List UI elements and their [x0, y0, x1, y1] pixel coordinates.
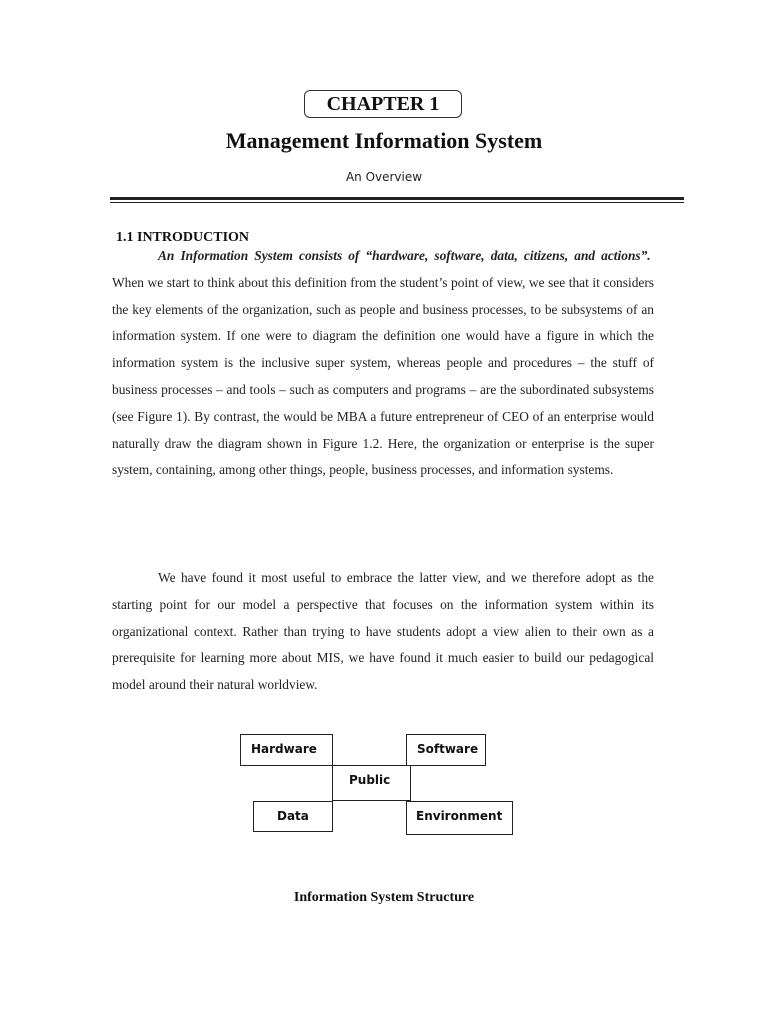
header-rule-thick [110, 197, 684, 200]
definition-lead: An Information System consists of “hardware, software, data, citizens, and actions”. [158, 248, 651, 263]
intro-body: When we start to think about this definition from the student’s point of view, we see that it considers the key elements of the organization, such as people and business processes, to be subsystems of an information system. If one were to diagram the definition one would have a figure in which the information system is the inclusive super system, whereas people and procedures – the stuff of business processes – and tools – such as computers and programs – are the subordinated subsystems (see Figure 1). By contrast, the would be MBA a future entrepreneur of CEO of an enterprise would naturally draw the diagram shown in Figure 1.2. Here, the organization or enterprise is the super system, containing, among other things, people, business processes, and information systems. [112, 274, 654, 478]
page-title: Management Information System [225, 128, 543, 153]
page-subtitle: An Overview [345, 170, 423, 184]
section-heading: 1.1 INTRODUCTION [116, 230, 250, 245]
header-rule-thin [110, 202, 684, 203]
diagram-box-software: Software [406, 734, 486, 766]
figure-caption: Information System Structure [293, 890, 475, 905]
diagram-box-environment: Environment [406, 801, 513, 835]
diagram-box-public: Public [332, 765, 411, 801]
second-paragraph [112, 565, 654, 699]
intro-paragraph [112, 243, 654, 484]
chapter-label-text: CHAPTER 1 [326, 92, 440, 115]
diagram-box-hardware: Hardware [240, 734, 333, 766]
second-body: We have found it most useful to embrace the latter view, and we therefore adopt as the starting point for our model a perspective that focuses on the information system within its organizational context. Rather than trying to have students adopt a view alien to their own as a prerequisite for learning more about MIS, we have found it much easier to build our pedagogical model around their natural worldview. [112, 570, 654, 693]
chapter-label [304, 90, 462, 118]
diagram-box-data: Data [253, 801, 333, 832]
